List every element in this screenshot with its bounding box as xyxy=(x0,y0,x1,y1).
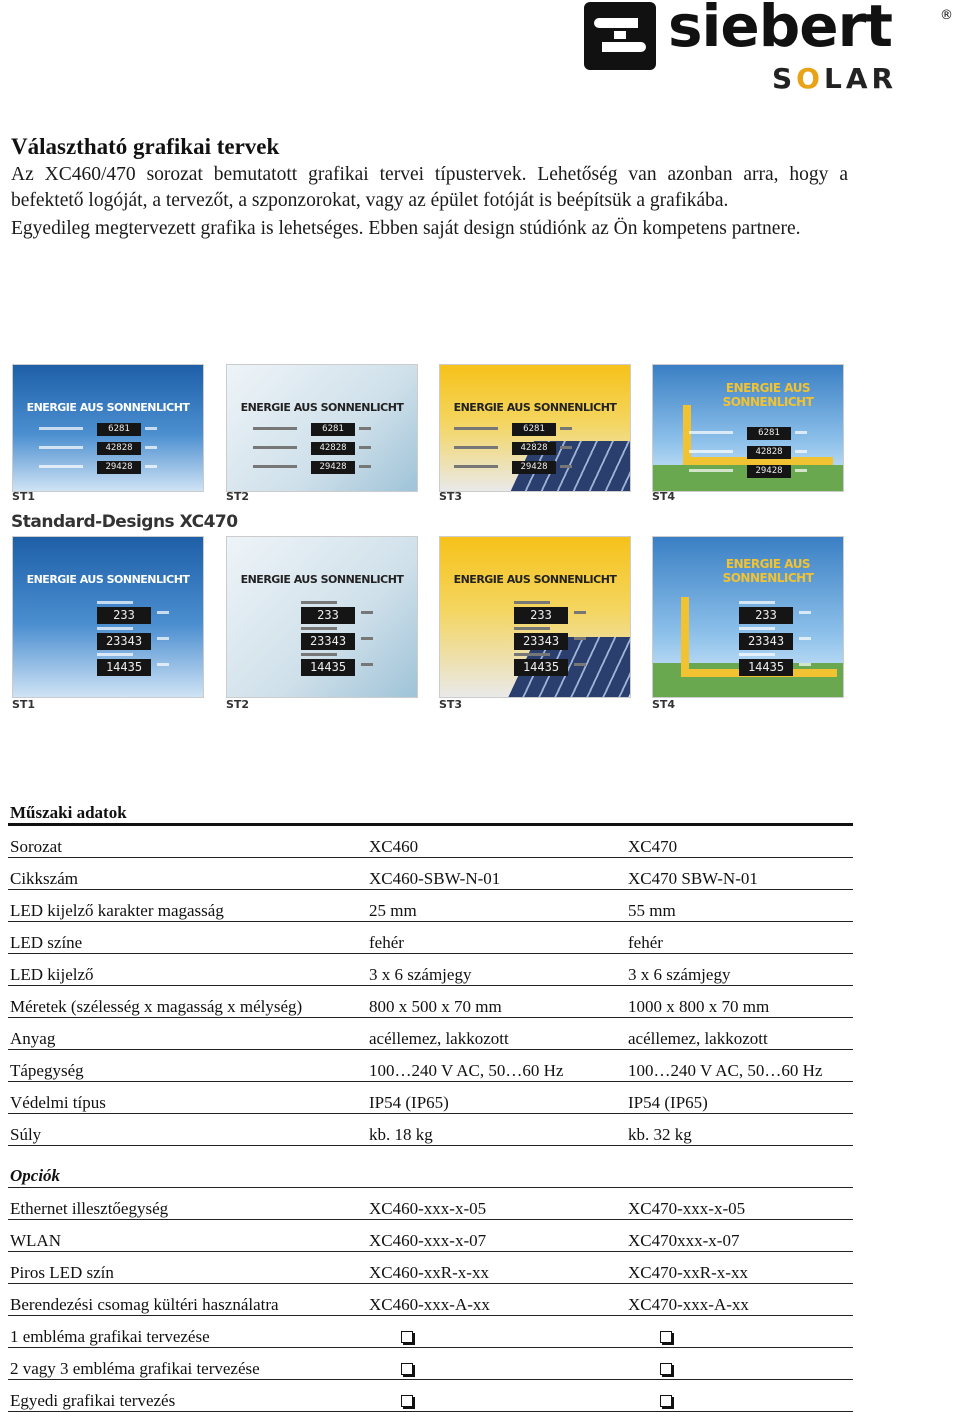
xc470-checkbox[interactable] xyxy=(660,1363,672,1375)
xc460-value: 100…240 V AC, 50…60 Hz xyxy=(367,1050,626,1082)
st3-label: ST3 xyxy=(439,698,463,711)
table-row xyxy=(8,954,853,986)
row-label: LED kijelző karakter magasság xyxy=(8,890,367,922)
table-row xyxy=(8,1252,853,1284)
xc470-checkbox[interactable] xyxy=(660,1331,672,1343)
design-thumb-xc460-st4: ENERGIE AUS SONNENLICHT 6281 42828 29428 xyxy=(652,364,844,492)
specs-table xyxy=(8,826,853,1146)
intro-paragraph-1: Az XC460/470 sorozat bemutatott grafikai tervei típustervek. Lehetőség van azonban arra, hogy a befektető logóját, a tervezőt, a szponzorokat, vagy az épület fotóját is beépítsük a grafikába. xyxy=(11,164,848,211)
table-row xyxy=(8,986,853,1018)
design-thumb-xc460-st1: ENERGIE AUS SONNENLICHT 6281 42828 29428 xyxy=(12,364,204,492)
xc470-value: 1000 x 800 x 70 mm xyxy=(626,986,853,1018)
xc470-value: 3 x 6 számjegy xyxy=(626,954,853,986)
design-thumb-xc470-st4: ENERGIE AUS SONNENLICHT 233 23343 14435 xyxy=(652,536,844,698)
table-row xyxy=(8,1220,853,1252)
design-thumb-xc460-st3: ENERGIE AUS SONNENLICHT 6281 42828 29428 xyxy=(439,364,631,492)
row-label: Egyedi grafikai tervezés xyxy=(8,1380,367,1412)
xc470-value: kb. 32 kg xyxy=(626,1114,853,1146)
options-table xyxy=(8,1158,853,1412)
row-label: Védelmi típus xyxy=(8,1082,367,1114)
xc460-value: XC460-SBW-N-01 xyxy=(367,858,626,890)
table-row xyxy=(8,1316,853,1348)
siebert-logo-mark xyxy=(584,2,656,70)
xc460-value: XC460-xxR-x-xx xyxy=(367,1252,626,1284)
xc470-designs-title: Standard-Designs XC470 xyxy=(11,512,238,532)
xc460-value: XC460-xxx-A-xx xyxy=(367,1284,626,1316)
xc460-checkbox[interactable] xyxy=(401,1363,413,1375)
xc460-value: 800 x 500 x 70 mm xyxy=(367,986,626,1018)
registered-mark: ® xyxy=(940,8,953,23)
table-row xyxy=(8,1114,853,1146)
intro-text xyxy=(11,162,848,242)
xc460-value: XC460-xxx-x-05 xyxy=(367,1188,626,1220)
xc460-value: kb. 18 kg xyxy=(367,1114,626,1146)
specs-title: Műszaki adatok xyxy=(10,803,127,822)
options-title: Opciók xyxy=(10,1166,61,1185)
xc460-value: IP54 (IP65) xyxy=(367,1082,626,1114)
xc460-checkbox[interactable] xyxy=(401,1331,413,1343)
xc470-value: XC470 xyxy=(626,826,853,858)
row-label: LED színe xyxy=(8,922,367,954)
xc470-value: XC470-xxx-A-xx xyxy=(626,1284,853,1316)
xc460-value: XC460-xxx-x-07 xyxy=(367,1220,626,1252)
row-label: LED kijelző xyxy=(8,954,367,986)
design-thumb-xc470-st1: ENERGIE AUS SONNENLICHT 233 23343 14435 xyxy=(12,536,204,698)
table-row xyxy=(8,1284,853,1316)
st1-label: ST1 xyxy=(12,490,36,503)
xc470-value: 100…240 V AC, 50…60 Hz xyxy=(626,1050,853,1082)
logo-solar-text: SOLAR xyxy=(772,62,898,95)
row-label: 2 vagy 3 embléma grafikai tervezése xyxy=(8,1348,367,1380)
table-row xyxy=(8,1380,853,1412)
table-row xyxy=(8,858,853,890)
xc460-value: XC460 xyxy=(367,826,626,858)
st1-label: ST1 xyxy=(12,698,36,711)
row-label: 1 embléma grafikai tervezése xyxy=(8,1316,367,1348)
xc470-checkbox[interactable] xyxy=(660,1395,672,1407)
intro-paragraph-2: Egyedileg megtervezett grafika is lehetséges. Ebben saját design stúdiónk az Ön kompetens partnere. xyxy=(11,218,801,239)
xc470-value: XC470 SBW-N-01 xyxy=(626,858,853,890)
xc470-value: XC470xxx-x-07 xyxy=(626,1220,853,1252)
xc470-value: acéllemez, lakkozott xyxy=(626,1018,853,1050)
xc470-value: XC470-xxx-x-05 xyxy=(626,1188,853,1220)
xc470-value: fehér xyxy=(626,922,853,954)
row-label: Piros LED szín xyxy=(8,1252,367,1284)
xc460-value: acéllemez, lakkozott xyxy=(367,1018,626,1050)
xc460-value: fehér xyxy=(367,922,626,954)
xc470-value: XC470-xxR-x-xx xyxy=(626,1252,853,1284)
design-thumb-xc470-st2: ENERGIE AUS SONNENLICHT 233 23343 14435 xyxy=(226,536,418,698)
row-label: Sorozat xyxy=(8,826,367,858)
st4-label: ST4 xyxy=(652,698,676,711)
st4-label: ST4 xyxy=(652,490,676,503)
siebert-solar-logo xyxy=(584,2,956,94)
row-label: WLAN xyxy=(8,1220,367,1252)
logo-wordmark: siebert xyxy=(668,0,892,60)
row-label: Méretek (szélesség x magasság x mélység) xyxy=(8,986,367,1018)
table-row xyxy=(8,1348,853,1380)
design-thumb-xc460-st2: ENERGIE AUS SONNENLICHT 6281 42828 29428 xyxy=(226,364,418,492)
table-row xyxy=(8,826,853,858)
table-row xyxy=(8,890,853,922)
table-row xyxy=(8,1188,853,1220)
table-row xyxy=(8,1082,853,1114)
xc460-value: 3 x 6 számjegy xyxy=(367,954,626,986)
row-label: Cikkszám xyxy=(8,858,367,890)
xc460-checkbox[interactable] xyxy=(401,1395,413,1407)
xc460-value: 25 mm xyxy=(367,890,626,922)
row-label: Berendezési csomag kültéri használatra xyxy=(8,1284,367,1316)
page-heading: Választható grafikai tervek xyxy=(11,134,280,159)
row-label: Ethernet illesztőegység xyxy=(8,1188,367,1220)
table-row xyxy=(8,922,853,954)
st2-label: ST2 xyxy=(226,698,250,711)
row-label: Súly xyxy=(8,1114,367,1146)
row-label: Anyag xyxy=(8,1018,367,1050)
table-row xyxy=(8,1050,853,1082)
st2-label: ST2 xyxy=(226,490,250,503)
xc470-value: 55 mm xyxy=(626,890,853,922)
st3-label: ST3 xyxy=(439,490,463,503)
design-thumb-xc470-st3: ENERGIE AUS SONNENLICHT 233 23343 14435 xyxy=(439,536,631,698)
xc470-value: IP54 (IP65) xyxy=(626,1082,853,1114)
row-label: Tápegység xyxy=(8,1050,367,1082)
table-row xyxy=(8,1018,853,1050)
